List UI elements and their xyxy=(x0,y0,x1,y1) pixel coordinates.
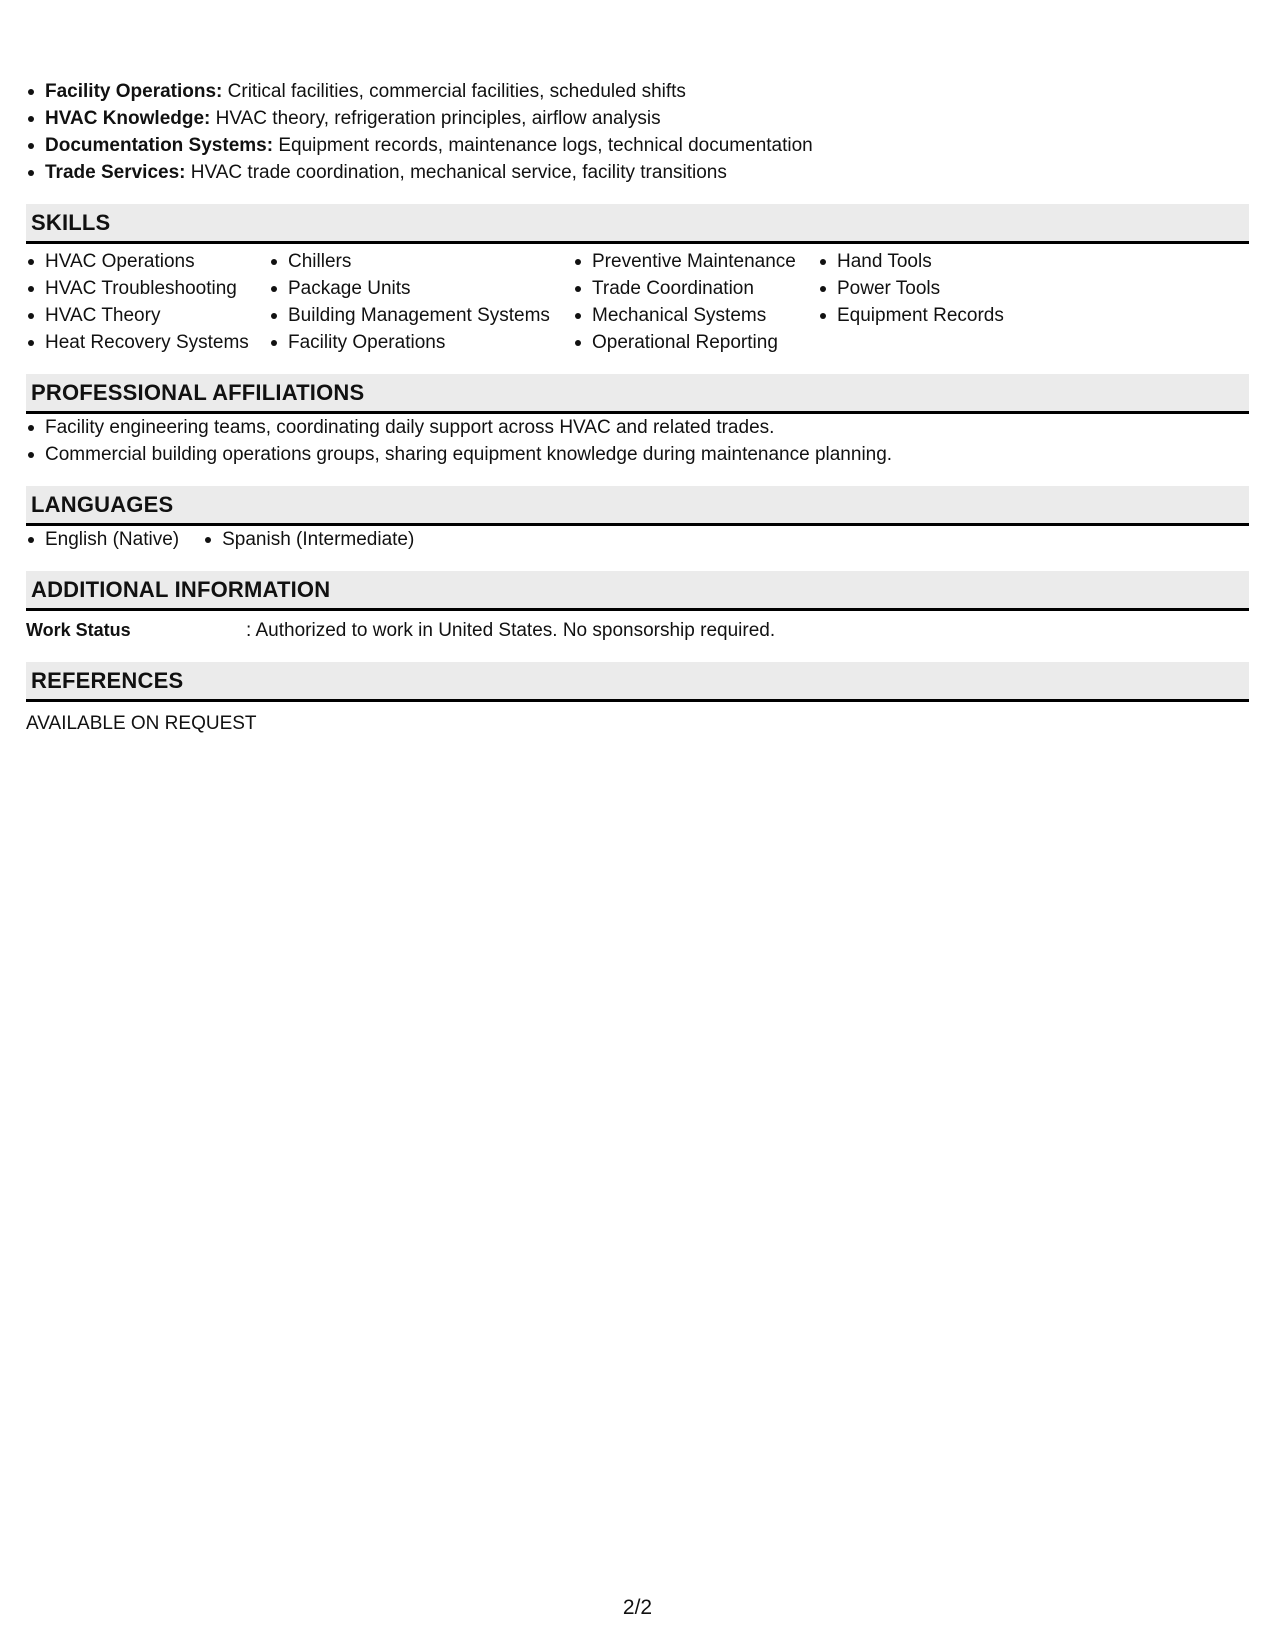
skill-item: Building Management Systems xyxy=(269,302,573,329)
languages-section xyxy=(26,486,1249,553)
language-item: Spanish (Intermediate) xyxy=(203,526,414,553)
work-status-value: : Authorized to work in United States. No sponsorship required. xyxy=(246,620,776,641)
additional-info-section xyxy=(26,571,1249,644)
resume-page xyxy=(26,78,1249,737)
skill-item: Chillers xyxy=(269,248,573,275)
skill-item: Preventive Maintenance xyxy=(573,248,818,275)
skill-item: Trade Coordination xyxy=(573,275,818,302)
skill-item: Facility Operations xyxy=(269,329,573,356)
skill-item: HVAC Operations xyxy=(26,248,269,275)
summary-item-text: Critical facilities, commercial facilities, scheduled shifts xyxy=(222,81,686,102)
section-heading: SKILLS xyxy=(26,204,1249,244)
summary-list xyxy=(26,78,1249,186)
summary-item xyxy=(26,78,1249,105)
work-status-label: Work Status xyxy=(26,620,131,640)
skills-section xyxy=(26,204,1249,356)
languages-list xyxy=(26,526,1249,553)
skill-item: Operational Reporting xyxy=(573,329,818,356)
section-heading: LANGUAGES xyxy=(26,486,1249,526)
skills-column xyxy=(818,248,1068,356)
work-status-row xyxy=(26,617,1249,644)
summary-item-text: HVAC trade coordination, mechanical service, facility transitions xyxy=(185,162,727,183)
skill-item: Heat Recovery Systems xyxy=(26,329,269,356)
skill-item: HVAC Troubleshooting xyxy=(26,275,269,302)
skill-item: HVAC Theory xyxy=(26,302,269,329)
page-number: 2/2 xyxy=(622,1596,653,1619)
skill-item: Power Tools xyxy=(818,275,1068,302)
skill-item: Hand Tools xyxy=(818,248,1068,275)
summary-item-label: HVAC Knowledge: xyxy=(45,108,211,129)
section-heading: PROFESSIONAL AFFILIATIONS xyxy=(26,374,1249,414)
skill-item: Mechanical Systems xyxy=(573,302,818,329)
references-text: AVAILABLE ON REQUEST xyxy=(26,713,257,734)
affiliations-list xyxy=(26,414,1249,468)
skills-column xyxy=(573,248,818,356)
skills-column xyxy=(26,248,269,356)
language-item: English (Native) xyxy=(26,526,179,553)
summary-item-text: HVAC theory, refrigeration principles, airflow analysis xyxy=(210,108,661,129)
affiliation-item: Commercial building operations groups, sharing equipment knowledge during maintenance planning. xyxy=(26,441,1249,468)
affiliation-item: Facility engineering teams, coordinating daily support across HVAC and related trades. xyxy=(26,414,1249,441)
summary-item-label: Trade Services: xyxy=(45,162,186,183)
references-section xyxy=(26,662,1249,737)
skill-item: Equipment Records xyxy=(818,302,1068,329)
section-heading: REFERENCES xyxy=(26,662,1249,702)
affiliations-section xyxy=(26,374,1249,468)
skill-item: Package Units xyxy=(269,275,573,302)
skills-grid xyxy=(26,248,1249,356)
summary-item-text: Equipment records, maintenance logs, technical documentation xyxy=(273,135,813,156)
summary-item xyxy=(26,132,1249,159)
summary-item-label: Documentation Systems: xyxy=(45,135,274,156)
summary-item xyxy=(26,105,1249,132)
section-heading: ADDITIONAL INFORMATION xyxy=(26,571,1249,611)
skills-column xyxy=(269,248,573,356)
summary-item xyxy=(26,159,1249,186)
summary-item-label: Facility Operations: xyxy=(45,81,223,102)
